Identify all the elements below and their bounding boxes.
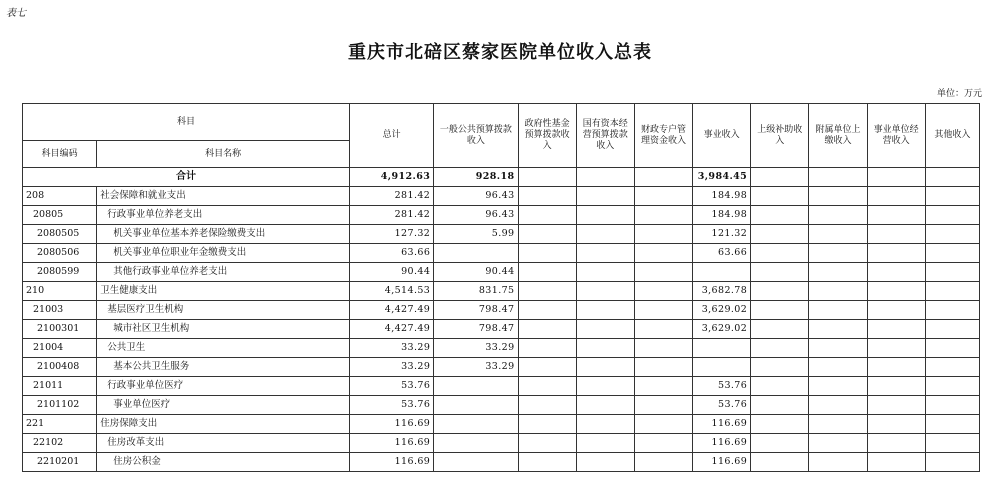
subject-code: 22102 — [23, 434, 97, 453]
general-budget-cell: 33.29 — [434, 339, 518, 358]
header-total: 总计 — [350, 104, 434, 168]
state-capital-cell — [576, 396, 634, 415]
header-general-budget: 一般公共预算拨款收入 — [434, 104, 518, 168]
header-name: 科目名称 — [97, 141, 350, 168]
subject-name: 行政事业单位养老支出 — [97, 206, 350, 225]
affiliated-cell — [809, 263, 867, 282]
subject-code: 21004 — [23, 339, 97, 358]
fiscal-special-cell — [634, 187, 692, 206]
affiliated-cell — [809, 453, 867, 472]
gov-fund-cell — [518, 453, 576, 472]
affiliated-cell — [809, 187, 867, 206]
subject-name: 住房公积金 — [97, 453, 350, 472]
table-row — [23, 320, 980, 339]
operating-cell — [867, 225, 925, 244]
other-cell — [925, 206, 979, 225]
operating-cell — [867, 282, 925, 301]
gov-fund-cell — [518, 358, 576, 377]
business-cell: 184.98 — [693, 206, 751, 225]
fiscal-special-cell — [634, 244, 692, 263]
gov-fund-cell — [518, 187, 576, 206]
business-cell: 121.32 — [693, 225, 751, 244]
other-cell — [925, 339, 979, 358]
total-cell: 53.76 — [350, 377, 434, 396]
total-cell: 53.76 — [350, 396, 434, 415]
affiliated-cell — [809, 377, 867, 396]
other-cell — [925, 358, 979, 377]
subject-name: 住房改革支出 — [97, 434, 350, 453]
table-number: 表七 — [6, 8, 26, 19]
business-cell: 53.76 — [693, 377, 751, 396]
other-cell — [925, 301, 979, 320]
header-operating: 事业单位经营收入 — [867, 104, 925, 168]
subject-code: 2100301 — [23, 320, 97, 339]
business-cell: 3,682.78 — [693, 282, 751, 301]
operating-cell — [867, 206, 925, 225]
affiliated-cell — [809, 301, 867, 320]
business-cell: 63.66 — [693, 244, 751, 263]
superior-subsidy-cell — [751, 453, 809, 472]
superior-subsidy-cell — [751, 282, 809, 301]
header-gov-fund: 政府性基金预算拨款收入 — [518, 104, 576, 168]
state-capital-cell — [576, 339, 634, 358]
state-capital-cell — [576, 453, 634, 472]
gov-fund-cell — [518, 320, 576, 339]
gov-fund-cell — [518, 377, 576, 396]
other-cell — [925, 396, 979, 415]
header-state-capital: 国有资本经营预算拨款收入 — [576, 104, 634, 168]
table-row — [23, 434, 980, 453]
fiscal-special-cell — [634, 320, 692, 339]
subject-name: 公共卫生 — [97, 339, 350, 358]
subject-name: 住房保障支出 — [97, 415, 350, 434]
header-subject: 科目 — [23, 104, 350, 141]
gov-fund-cell — [518, 415, 576, 434]
affiliated-cell — [809, 339, 867, 358]
operating-cell — [867, 377, 925, 396]
total-cell: 127.32 — [350, 225, 434, 244]
total-amount: 4,912.63 — [350, 168, 434, 187]
superior-subsidy-cell — [751, 187, 809, 206]
fiscal-special-cell — [634, 453, 692, 472]
subject-name: 机关事业单位基本养老保险缴费支出 — [97, 225, 350, 244]
general-budget-cell: 33.29 — [434, 358, 518, 377]
gov-fund-cell — [518, 396, 576, 415]
operating-cell — [867, 396, 925, 415]
general-budget-cell: 5.99 — [434, 225, 518, 244]
operating-cell — [867, 320, 925, 339]
table-row — [23, 339, 980, 358]
fiscal-special-cell — [634, 282, 692, 301]
header-superior-subsidy: 上级补助收入 — [751, 104, 809, 168]
superior-subsidy-cell — [751, 301, 809, 320]
other-cell — [925, 282, 979, 301]
superior-subsidy-cell — [751, 206, 809, 225]
total-superior-subsidy — [751, 168, 809, 187]
table-row — [23, 301, 980, 320]
operating-cell — [867, 301, 925, 320]
business-cell: 3,629.02 — [693, 301, 751, 320]
subject-name: 其他行政事业单位养老支出 — [97, 263, 350, 282]
total-gov-fund — [518, 168, 576, 187]
other-cell — [925, 415, 979, 434]
fiscal-special-cell — [634, 434, 692, 453]
business-cell: 116.69 — [693, 434, 751, 453]
general-budget-cell — [434, 453, 518, 472]
state-capital-cell — [576, 434, 634, 453]
business-cell — [693, 339, 751, 358]
state-capital-cell — [576, 301, 634, 320]
total-cell: 116.69 — [350, 453, 434, 472]
table-row — [23, 187, 980, 206]
income-summary-table — [22, 103, 980, 472]
affiliated-cell — [809, 225, 867, 244]
table-row — [23, 244, 980, 263]
header-affiliated: 附属单位上缴收入 — [809, 104, 867, 168]
business-cell: 184.98 — [693, 187, 751, 206]
table-row — [23, 415, 980, 434]
affiliated-cell — [809, 358, 867, 377]
header-code: 科目编码 — [23, 141, 97, 168]
state-capital-cell — [576, 415, 634, 434]
business-cell — [693, 263, 751, 282]
affiliated-cell — [809, 244, 867, 263]
subject-code: 20805 — [23, 206, 97, 225]
business-cell — [693, 358, 751, 377]
total-general-budget: 928.18 — [434, 168, 518, 187]
table-row — [23, 225, 980, 244]
fiscal-special-cell — [634, 339, 692, 358]
subject-name: 事业单位医疗 — [97, 396, 350, 415]
gov-fund-cell — [518, 244, 576, 263]
page-title: 重庆市北碚区蔡家医院单位收入总表 — [348, 42, 652, 63]
table-row — [23, 396, 980, 415]
total-cell: 116.69 — [350, 434, 434, 453]
operating-cell — [867, 187, 925, 206]
affiliated-cell — [809, 320, 867, 339]
operating-cell — [867, 453, 925, 472]
subject-code: 21011 — [23, 377, 97, 396]
general-budget-cell: 90.44 — [434, 263, 518, 282]
superior-subsidy-cell — [751, 358, 809, 377]
affiliated-cell — [809, 206, 867, 225]
fiscal-special-cell — [634, 396, 692, 415]
gov-fund-cell — [518, 434, 576, 453]
subject-code: 21003 — [23, 301, 97, 320]
superior-subsidy-cell — [751, 225, 809, 244]
superior-subsidy-cell — [751, 434, 809, 453]
other-cell — [925, 453, 979, 472]
header-row-1 — [23, 104, 980, 141]
superior-subsidy-cell — [751, 396, 809, 415]
total-label: 合计 — [23, 168, 350, 187]
general-budget-cell: 831.75 — [434, 282, 518, 301]
total-other — [925, 168, 979, 187]
total-cell: 63.66 — [350, 244, 434, 263]
superior-subsidy-cell — [751, 244, 809, 263]
subject-code: 221 — [23, 415, 97, 434]
total-fiscal-special — [634, 168, 692, 187]
subject-code: 2100408 — [23, 358, 97, 377]
business-cell: 116.69 — [693, 415, 751, 434]
general-budget-cell: 96.43 — [434, 206, 518, 225]
total-cell: 281.42 — [350, 187, 434, 206]
other-cell — [925, 263, 979, 282]
table-row — [23, 377, 980, 396]
fiscal-special-cell — [634, 225, 692, 244]
table-row — [23, 358, 980, 377]
total-cell: 33.29 — [350, 339, 434, 358]
state-capital-cell — [576, 377, 634, 396]
subject-code: 2080505 — [23, 225, 97, 244]
superior-subsidy-cell — [751, 415, 809, 434]
general-budget-cell — [434, 415, 518, 434]
fiscal-special-cell — [634, 301, 692, 320]
subject-name: 基本公共卫生服务 — [97, 358, 350, 377]
superior-subsidy-cell — [751, 320, 809, 339]
other-cell — [925, 377, 979, 396]
operating-cell — [867, 339, 925, 358]
state-capital-cell — [576, 320, 634, 339]
table-row — [23, 263, 980, 282]
general-budget-cell: 798.47 — [434, 301, 518, 320]
state-capital-cell — [576, 358, 634, 377]
operating-cell — [867, 415, 925, 434]
superior-subsidy-cell — [751, 377, 809, 396]
subject-name: 城市社区卫生机构 — [97, 320, 350, 339]
superior-subsidy-cell — [751, 339, 809, 358]
fiscal-special-cell — [634, 263, 692, 282]
affiliated-cell — [809, 415, 867, 434]
business-cell: 3,629.02 — [693, 320, 751, 339]
state-capital-cell — [576, 263, 634, 282]
general-budget-cell: 798.47 — [434, 320, 518, 339]
other-cell — [925, 187, 979, 206]
subject-name: 机关事业单位职业年金缴费支出 — [97, 244, 350, 263]
business-cell: 116.69 — [693, 453, 751, 472]
superior-subsidy-cell — [751, 263, 809, 282]
subject-code: 208 — [23, 187, 97, 206]
subject-code: 2101102 — [23, 396, 97, 415]
total-state-capital — [576, 168, 634, 187]
general-budget-cell — [434, 244, 518, 263]
fiscal-special-cell — [634, 358, 692, 377]
subject-name: 卫生健康支出 — [97, 282, 350, 301]
table-row — [23, 453, 980, 472]
state-capital-cell — [576, 206, 634, 225]
fiscal-special-cell — [634, 377, 692, 396]
total-cell: 281.42 — [350, 206, 434, 225]
table-row — [23, 206, 980, 225]
affiliated-cell — [809, 282, 867, 301]
total-cell: 33.29 — [350, 358, 434, 377]
total-business: 3,984.45 — [693, 168, 751, 187]
subject-code: 2210201 — [23, 453, 97, 472]
other-cell — [925, 244, 979, 263]
gov-fund-cell — [518, 206, 576, 225]
other-cell — [925, 434, 979, 453]
operating-cell — [867, 434, 925, 453]
total-affiliated — [809, 168, 867, 187]
total-cell: 4,427.49 — [350, 301, 434, 320]
general-budget-cell: 96.43 — [434, 187, 518, 206]
subject-code: 210 — [23, 282, 97, 301]
general-budget-cell — [434, 396, 518, 415]
subject-code: 2080506 — [23, 244, 97, 263]
header-other: 其他收入 — [925, 104, 979, 168]
subject-name: 行政事业单位医疗 — [97, 377, 350, 396]
affiliated-cell — [809, 396, 867, 415]
total-cell: 90.44 — [350, 263, 434, 282]
general-budget-cell — [434, 434, 518, 453]
total-cell: 4,514.53 — [350, 282, 434, 301]
total-row — [23, 168, 980, 187]
business-cell: 53.76 — [693, 396, 751, 415]
table-row — [23, 282, 980, 301]
affiliated-cell — [809, 434, 867, 453]
header-business: 事业收入 — [693, 104, 751, 168]
gov-fund-cell — [518, 263, 576, 282]
unit-label: 单位：万元 — [936, 89, 982, 99]
subject-name: 社会保障和就业支出 — [97, 187, 350, 206]
subject-code: 2080599 — [23, 263, 97, 282]
state-capital-cell — [576, 282, 634, 301]
operating-cell — [867, 263, 925, 282]
subject-name: 基层医疗卫生机构 — [97, 301, 350, 320]
operating-cell — [867, 244, 925, 263]
general-budget-cell — [434, 377, 518, 396]
total-operating — [867, 168, 925, 187]
fiscal-special-cell — [634, 206, 692, 225]
total-cell: 4,427.49 — [350, 320, 434, 339]
state-capital-cell — [576, 244, 634, 263]
state-capital-cell — [576, 187, 634, 206]
total-cell: 116.69 — [350, 415, 434, 434]
other-cell — [925, 225, 979, 244]
other-cell — [925, 320, 979, 339]
operating-cell — [867, 358, 925, 377]
gov-fund-cell — [518, 225, 576, 244]
gov-fund-cell — [518, 339, 576, 358]
fiscal-special-cell — [634, 415, 692, 434]
gov-fund-cell — [518, 282, 576, 301]
state-capital-cell — [576, 225, 634, 244]
gov-fund-cell — [518, 301, 576, 320]
header-fiscal-special: 财政专户管理资金收入 — [634, 104, 692, 168]
